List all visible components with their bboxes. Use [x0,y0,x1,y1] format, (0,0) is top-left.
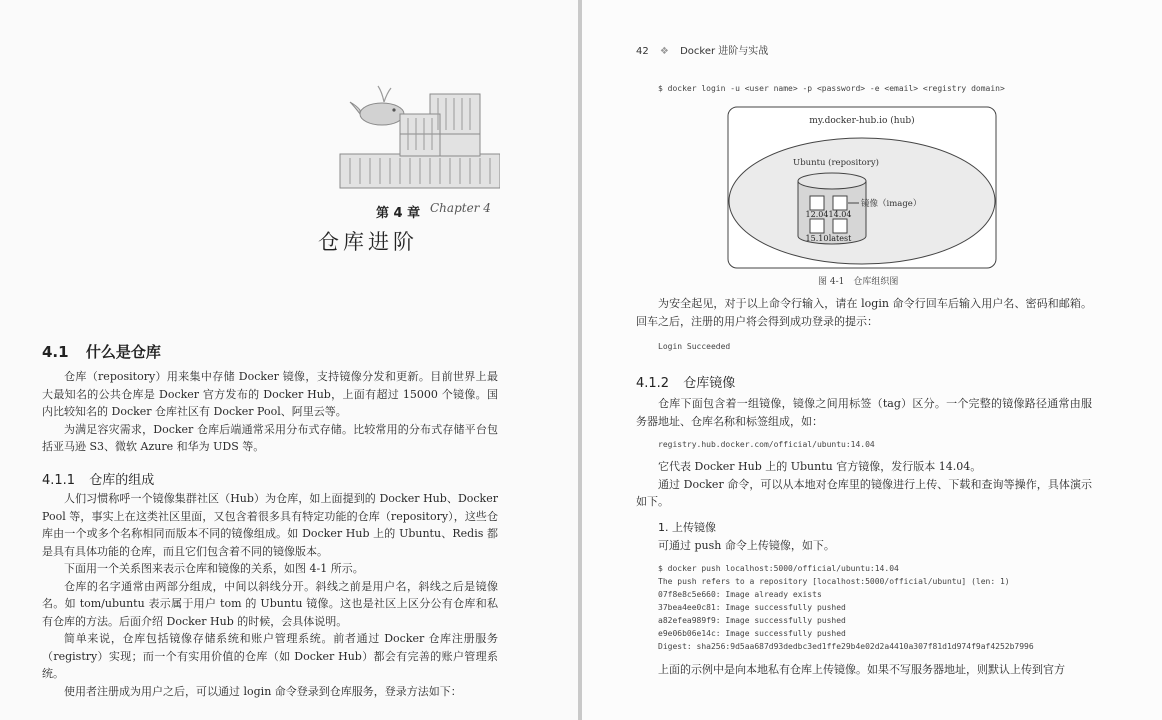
subsection-title: 仓库的组成 [89,473,155,488]
running-header [636,42,768,57]
image-label: 镜像（image） [861,199,922,209]
login-result: Login Succeeded [658,342,731,351]
code-line: $ docker push localhost:5000/official/ubuntu:14.04 [658,564,899,573]
section-number: 4.1 [42,343,69,361]
chapter-script: Chapter 4 [430,201,491,215]
figure-caption: 图 4-1 仓库组织图 [818,277,899,287]
push-output [658,562,1034,653]
paragraph: 通过 Docker 命令，可以从本地对仓库里的镜像进行上传、下载和查询等操作，具体演示如下。 [636,477,1092,508]
paragraph: 它代表 Docker Hub 上的 Ubuntu 官方镜像，发行版本 14.04。 [658,460,982,473]
upload-heading: 1. 上传镜像 [658,521,716,534]
paragraph: 为安全起见，对于以上命令行输入，请在 login 命令行回车后输入用户名、密码和邮箱。回车之后，注册的用户将会得到成功登录的提示： [636,297,1092,328]
section-title: 什么是仓库 [85,343,161,361]
final-para-block [636,661,1092,679]
paragraph: 人们习惯称呼一个镜像集群社区（Hub）为仓库，如上面提到的 Docker Hub、Docker Pool 等，事实上在这类社区里面，又包含着很多具有特定功能的仓库（repository），这些仓库由一个或多个名称相同而版本不同的镜像组成。如 Docker Hub 上的 Ubuntu、Redis 都是具有具体功能的仓库，而且它们包含着不同的镜像版本。 [42,492,498,558]
chapter-illustration [330,62,500,192]
subsection-number: 4.1.2 [636,376,670,391]
tag-label: 12.04 [805,210,829,219]
subsection-number: 4.1.1 [42,473,76,488]
paragraph: 仓库的名字通常由两部分组成，中间以斜线分开。斜线之前是用户名，斜线之后是镜像名。如 tom/ubuntu 表示属于用户 tom 的 Ubuntu 镜像。这也是社区上区分公有仓库和私有仓库的方法。后面介绍 Docker Hub 的时候，会具体说明。 [42,579,498,628]
code-line: Digest: sha256:9d5aa687d93dedbc3ed1ffe29b4e02d2a4410a307f81d1d974f9af4252b7996 [658,642,1034,651]
subsection-heading [636,372,735,391]
whale-icon [350,86,404,125]
left-page [0,0,578,720]
code-line: 07f8e8c5e660: Image already exists [658,590,822,599]
chapter-label: 第 4 章 [376,206,421,221]
para-represents-block [636,458,1092,511]
chapter-title: 仓库进阶 [318,230,418,254]
section-heading [42,341,161,362]
paragraph: 上面的示例中是向本地私有仓库上传镜像。如果不写服务器地址，则默认上传到官方 [658,663,1065,676]
section-body [42,368,498,456]
paragraph: 仓库（repository）用来集中存储 Docker 镜像，支持镜像分发和更新。目前世界上最大最知名的公共仓库是 Docker 官方发布的 Docker Hub，上面有超过 15000 个镜像。国内比较知名的 Docker 仓库社区有 Docker Pool、阿里云等。 [42,370,498,418]
para-after-figure [636,295,1092,330]
subsection-body [42,490,498,700]
figure-repository-diagram [726,106,1000,272]
tag-label: latest [828,234,852,243]
hub-label: my.docker-hub.io (hub) [809,116,915,126]
paragraph: 使用者注册成为用户之后，可以通过 login 命令登录到仓库服务，登录方法如下： [64,684,462,698]
para-repo-image [636,395,1092,430]
repository-label: Ubuntu (repository) [793,158,879,168]
paragraph: 下面用一个关系图来表示仓库和镜像的关系，如图 4-1 所示。 [64,562,364,575]
subsection-heading [42,469,154,488]
image-path-example: registry.hub.docker.com/official/ubuntu:14.04 [658,440,875,449]
header-book-title: Docker 进阶与实战 [680,46,769,57]
code-line: 37bea4ee0c81: Image successfully pushed [658,603,846,612]
right-page [582,0,1162,720]
code-line: The push refers to a repository [localhost:5000/official/ubuntu] (len: 1) [658,577,1010,586]
paragraph: 可通过 push 命令上传镜像，如下。 [658,539,835,552]
paragraph: 简单来说，仓库包括镜像存储系统和账户管理系统。前者通过 Docker 仓库注册服务（registry）实现；而一个有实用价值的仓库（如 Docker Hub）都会有完善的账户管理系统。 [42,632,498,680]
tag-label: 14.04 [828,210,852,219]
subsection-title: 仓库镜像 [683,376,736,391]
paragraph: 仓库下面包含着一组镜像，镜像之间用标签（tag）区分。一个完整的镜像路径通常由服务器地址、仓库名称和标签组成，如： [636,397,1092,428]
paragraph: 为满足容灾需求，Docker 仓库后端通常采用分布式存储。比较常用的分布式存储平台包括亚马逊 S3、微软 Azure 和华为 UDS 等。 [42,422,498,453]
page-number: 42 [636,46,649,57]
decorative-flower-icon: ❖ [659,46,669,57]
upload-intro-block [636,537,1092,555]
tag-label: 15.10 [805,234,829,243]
code-line: e9e06b06e14c: Image successfully pushed [658,629,846,638]
code-line: a82efea989f9: Image successfully pushed [658,616,846,625]
login-command: $ docker login -u <user name> -p <password> -e <email> <registry domain> [658,84,1005,93]
